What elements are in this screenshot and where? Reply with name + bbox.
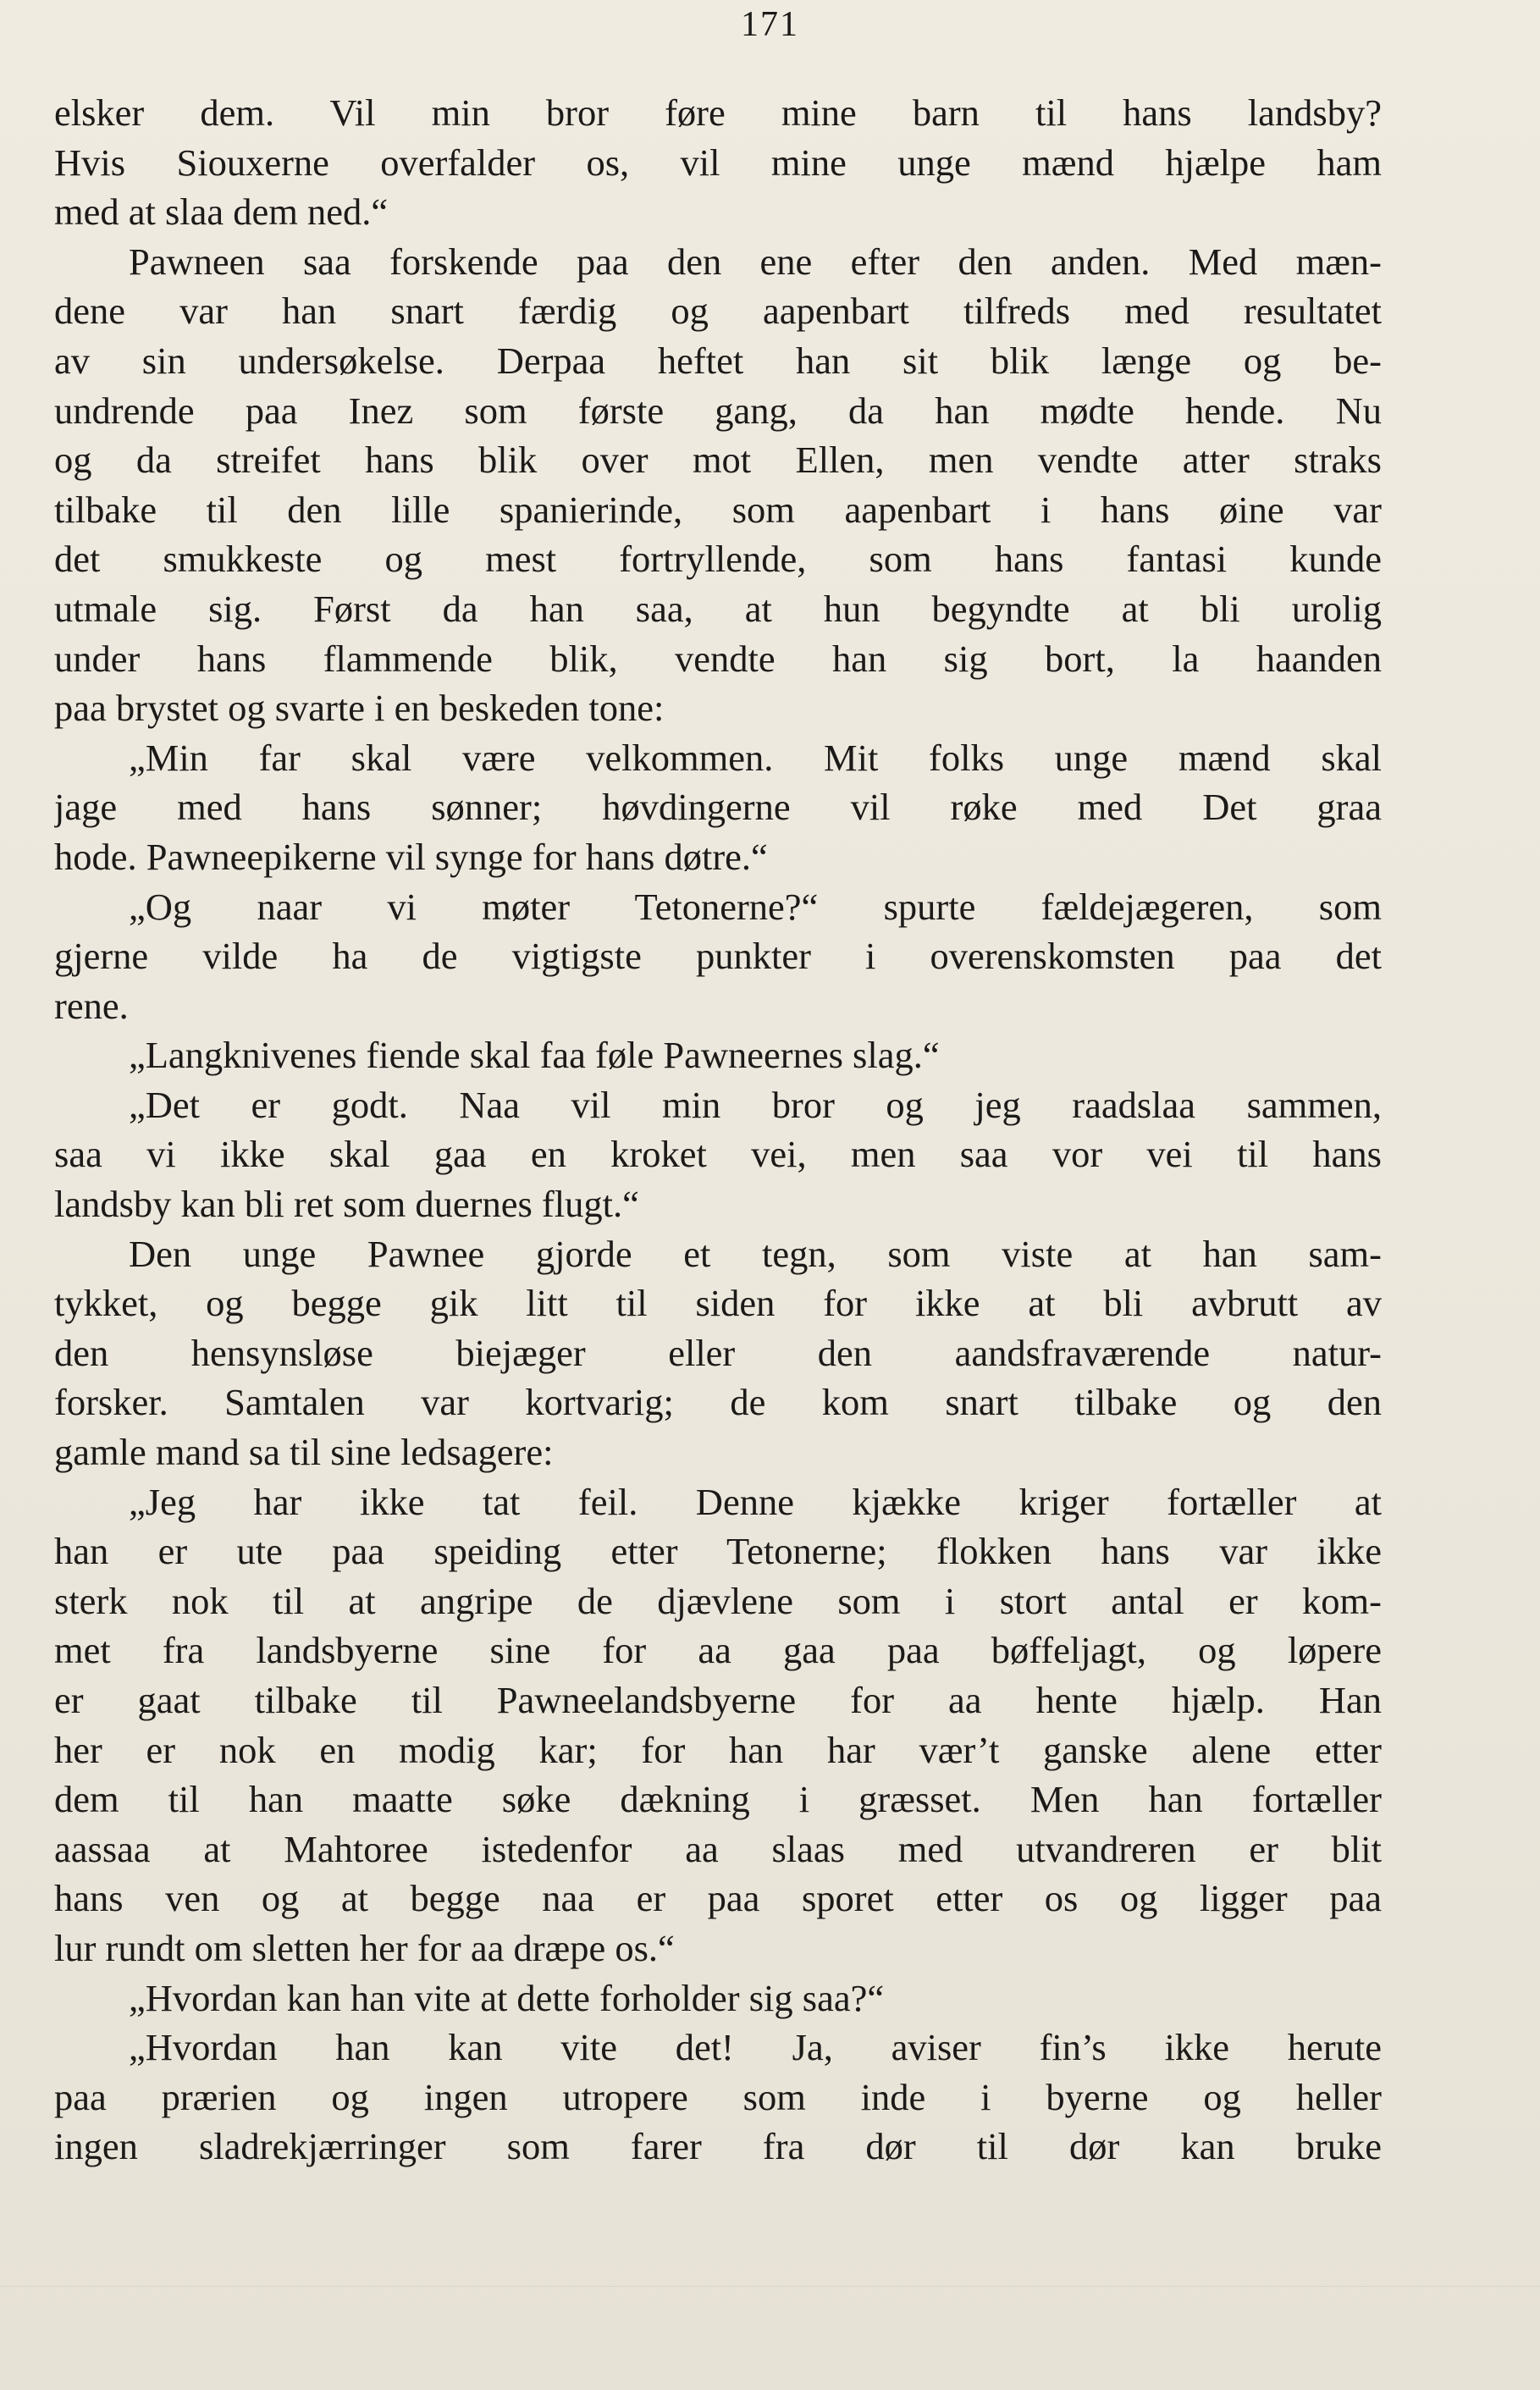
- text-line: paa brystet og svarte i en beskeden tone:: [54, 687, 665, 730]
- text-line: rene.: [54, 984, 129, 1027]
- text-line: han er ute paa speiding etter Tetonerne; flokken hans var ikke: [54, 1530, 1382, 1573]
- text-line: tilbake til den lille spanierinde, som aapenbart i hans øine var: [54, 488, 1382, 531]
- text-line: tykket, og begge gik litt til siden for ikke at bli avbrutt av: [54, 1282, 1382, 1325]
- text-line: hans ven og at begge naa er paa sporet etter os og ligger paa: [54, 1877, 1382, 1920]
- text-line: „Min far skal være velkommen. Mit folks unge mænd skal: [129, 736, 1382, 779]
- text-line: den hensynsløse biejæger eller den aandsfraværende natur-: [54, 1331, 1382, 1374]
- text-line: Hvis Siouxerne overfalder os, vil mine unge mænd hjælpe ham: [54, 141, 1382, 184]
- text-line: gjerne vilde ha de vigtigste punkter i overenskomsten paa det: [54, 935, 1382, 978]
- text-line: „Hvordan kan han vite at dette forholder sig saa?“: [129, 1976, 885, 2019]
- text-line: „Hvordan han kan vite det! Ja, aviser fin’s ikke herute: [129, 2026, 1382, 2069]
- text-line: Den unge Pawnee gjorde et tegn, som viste at han sam-: [129, 1232, 1382, 1275]
- text-line: Pawneen saa forskende paa den ene efter den anden. Med mæn-: [129, 240, 1382, 283]
- text-line: hode. Pawneepikerne vil synge for hans døtre.“: [54, 835, 768, 878]
- text-line: gamle mand sa til sine ledsagere:: [54, 1431, 554, 1474]
- text-line: „Det er godt. Naa vil min bror og jeg raadslaa sammen,: [129, 1083, 1382, 1126]
- text-line: dene var han snart færdig og aapenbart tilfreds med resultatet: [54, 290, 1382, 333]
- text-line: under hans flammende blik, vendte han sig bort, la haanden: [54, 637, 1382, 680]
- text-line: met fra landsbyerne sine for aa gaa paa bøffeljagt, og løpere: [54, 1629, 1382, 1672]
- text-line: landsby kan bli ret som duernes flugt.“: [54, 1183, 639, 1226]
- text-line: dem til han maatte søke dækning i græsset. Men han fortæller: [54, 1778, 1382, 1821]
- text-line: jage med hans sønner; høvdingerne vil røke med Det graa: [54, 786, 1382, 829]
- text-line: „Langknivenes fiende skal faa føle Pawneernes slag.“: [129, 1034, 940, 1077]
- text-line: undrende paa Inez som første gang, da han mødte hende. Nu: [54, 389, 1382, 432]
- text-line: elsker dem. Vil min bror føre mine barn til hans landsby?: [54, 91, 1382, 134]
- text-line: utmale sig. Først da han saa, at hun begyndte at bli urolig: [54, 587, 1382, 630]
- text-line: ingen sladrekjærringer som farer fra dør til dør kan bruke: [54, 2125, 1382, 2168]
- text-line: med at slaa dem ned.“: [54, 190, 389, 234]
- page-edge-divider: [0, 2286, 1540, 2287]
- text-line: aassaa at Mahtoree istedenfor aa slaas med utvandreren er blit: [54, 1827, 1382, 1870]
- text-line: „Jeg har ikke tat feil. Denne kjække kriger fortæller at: [129, 1480, 1382, 1523]
- text-line: saa vi ikke skal gaa en kroket vei, men saa vor vei til hans: [54, 1133, 1382, 1176]
- text-line: sterk nok til at angripe de djævlene som i stort antal er kom-: [54, 1579, 1382, 1622]
- text-line: „Og naar vi møter Tetonerne?“ spurte fældejægeren, som: [129, 885, 1382, 928]
- text-line: lur rundt om sletten her for aa dræpe os.“: [54, 1926, 675, 1969]
- text-line: av sin undersøkelse. Derpaa heftet han sit blik længe og be-: [54, 339, 1382, 382]
- body-text: [54, 88, 1382, 2172]
- text-line: er gaat tilbake til Pawneelandsbyerne for aa hente hjælp. Han: [54, 1679, 1382, 1721]
- text-line: forsker. Samtalen var kortvarig; de kom snart tilbake og den: [54, 1381, 1382, 1424]
- text-line: paa prærien og ingen utropere som inde i byerne og heller: [54, 2075, 1382, 2118]
- text-line: og da streifet hans blik over mot Ellen, men vendte atter straks: [54, 439, 1382, 482]
- text-line: det smukkeste og mest fortryllende, som hans fantasi kunde: [54, 538, 1382, 581]
- page-number: 171: [741, 5, 799, 44]
- text-line: her er nok en modig kar; for han har vær’t ganske alene etter: [54, 1728, 1382, 1771]
